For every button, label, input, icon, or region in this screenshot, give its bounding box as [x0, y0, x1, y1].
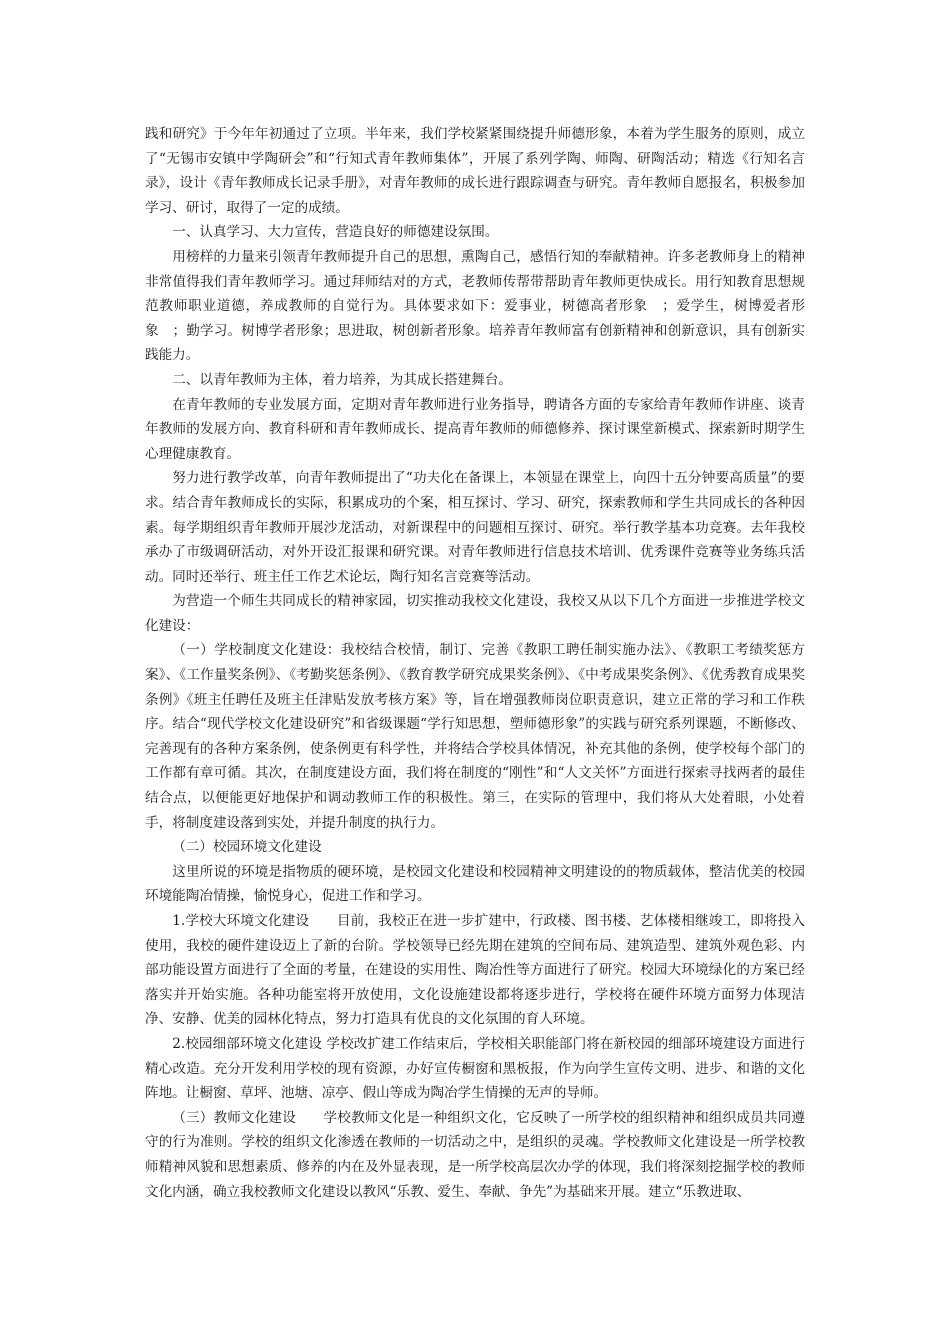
paragraph-campus-detail-environment: 2.校园细部环境文化建设 学校改扩建工作结束后，学校相关职能部门将在新校园的细部环境建设方面进行精心改造。充分开发利用学校的现有资源，办好宣传橱窗和黑板报，作为向学生宣传文明、进步、和谐的文化阵地。让橱窗、草坪、池塘、凉亭、假山等成为陶冶学生情操的无声的导师。 — [145, 1035, 805, 1102]
heading-section-1: 一、认真学习、大力宣传，营造良好的师德建设氛围。 — [172, 224, 499, 241]
heading-section-2: 二、以青年教师为主体，着力培养，为其成长搭建舞台。 — [172, 371, 513, 388]
paragraph-system-culture: （一）学校制度文化建设：我校结合校情，制订、完善《教职工聘任制实施办法》、《教职工考绩奖惩方案》、《工作量奖条例》、《考勤奖惩条例》、《教育教学研究成果奖条例》、《中考成果奖条例》、《优秀教育成果奖条例》《班主任聘任及班主任津贴发放考核方案》等，旨在增强教师岗位职责意识，建立正常的学习和工作秩序。结合“现代学校文化建设研究”和省级课题“学行知思想，塑师德形象”的实践与研究系列课题，不断修改、完善现有的各种方案条例，使条例更有科学性，并将结合学校具体情况，补充其他的条例，使学校每个部门的工作都有章可循。其次，在制度建设方面，我们将在制度的“刚性”和“人文关怀”方面进行探索寻找两者的最佳结合点，以便能更好地保护和调动教师工作的积极性。第三，在实际的管理中，我们将从大处着眼，小处着手，将制度建设落到实处，并提升制度的执行力。 — [145, 642, 805, 831]
paragraph-role-models: 用榜样的力量来引领青年教师提升自己的思想，熏陶自己，感悟行知的奉献精神。许多老教师身上的精神非常值得我们青年教师学习。通过拜师结对的方式，老教师传帮带帮助青年教师更快成长。用行知教育思想规范教师职业道德，养成教师的自觉行为。具体要求如下：爱事业，树德高者形象 ；爱学生，树博爱者形象 ；勤学习。树博学者形象；思进取，树创新者形象。培养青年教师富有创新精神和创新意识，具有创新实践能力。 — [145, 248, 805, 364]
document-body — [145, 122, 805, 1204]
paragraph-teaching-reform: 努力进行教学改革，向青年教师提出了“功夫化在备课上，本领显在课堂上，向四十五分钟要高质量”的要求。结合青年教师成长的实际，积累成功的个案，相互探讨、学习、研究，探索教师和学生共同成长的各种因素。每学期组织青年教师开展沙龙活动，对新课程中的问题相互探讨、研究。举行教学基本功竞赛。去年我校承办了市级调研活动，对外开设汇报课和研究课。对青年教师进行信息技术培训、优秀课件竞赛等业务练兵活动。同时还举行、班主任工作艺术论坛，陶行知名言竞赛等活动。 — [145, 470, 805, 585]
paragraph-professional-development: 在青年教师的专业发展方面，定期对青年教师进行业务指导，聘请各方面的专家给青年教师作讲座、谈青年教师的发展方向、教育科研和青年教师成长、提高青年教师的师德修养、探讨课堂新模式、探索新时期学生心理健康教育。 — [145, 396, 805, 462]
paragraph-culture-intro: 为营造一个师生共同成长的精神家园，切实推动我校文化建设，我校又从以下几个方面进一步推进学校文化建设： — [145, 593, 805, 634]
paragraph-campus-macro-environment: 1.学校大环境文化建设 目前，我校正在进一步扩建中，行政楼、图书楼、艺体楼相继竣工，即将投入使用，我校的硬件建设迈上了新的台阶。学校领导已经先期在建筑的空间布局、建筑造型、建筑外观色彩、内部功能设置方面进行了全面的考量，在建设的实用性、陶冶性等方面进行了研究。校园大环境绿化的方案已经落实并开始实施。各种功能室将开放使用，文化设施建设都将逐步进行，学校将在硬件环境方面努力体现洁净、安静、优美的园林化特点，努力打造具有优良的文化氛围的育人环境。 — [145, 913, 805, 1028]
paragraph-environment-definition: 这里所说的环境是指物质的硬环境，是校园文化建设和校园精神文明建设的的物质载体，整洁优美的校园环境能陶冶情操，愉悦身心，促进工作和学习。 — [145, 863, 805, 905]
heading-environment-culture: （二）校园环境文化建设 — [172, 839, 322, 856]
paragraph-teacher-culture: （三）教师文化建设 学校教师文化是一种组织文化，它反映了一所学校的组织精神和组织成员共同遵守的行为准则。学校的组织文化渗透在教师的一切活动之中，是组织的灵魂。学校教师文化建设是一所学校教师精神风貌和思想素质、修养的内在及外显表现，是一所学校高层次办学的体现，我们将深刻挖掘学校的教师文化内涵，确立我校教师文化建设以教风“乐教、爱生、奉献、争先”为基础来开展。建立“乐教进取、 — [145, 1109, 805, 1200]
paragraph-1: 践和研究》于今年年初通过了立项。半年来，我们学校紧紧围绕提升师德形象，本着为学生服务的原则，成立了“无锡市安镇中学陶研会”和“行知式青年教师集体”，开展了系列学陶、师陶、研陶活动；精选《行知名言录》，设计《青年教师成长记录手册》，对青年教师的成长进行跟踪调查与研究。青年教师自愿报名，积极参加学习、研讨，取得了一定的成绩。 — [145, 126, 805, 216]
